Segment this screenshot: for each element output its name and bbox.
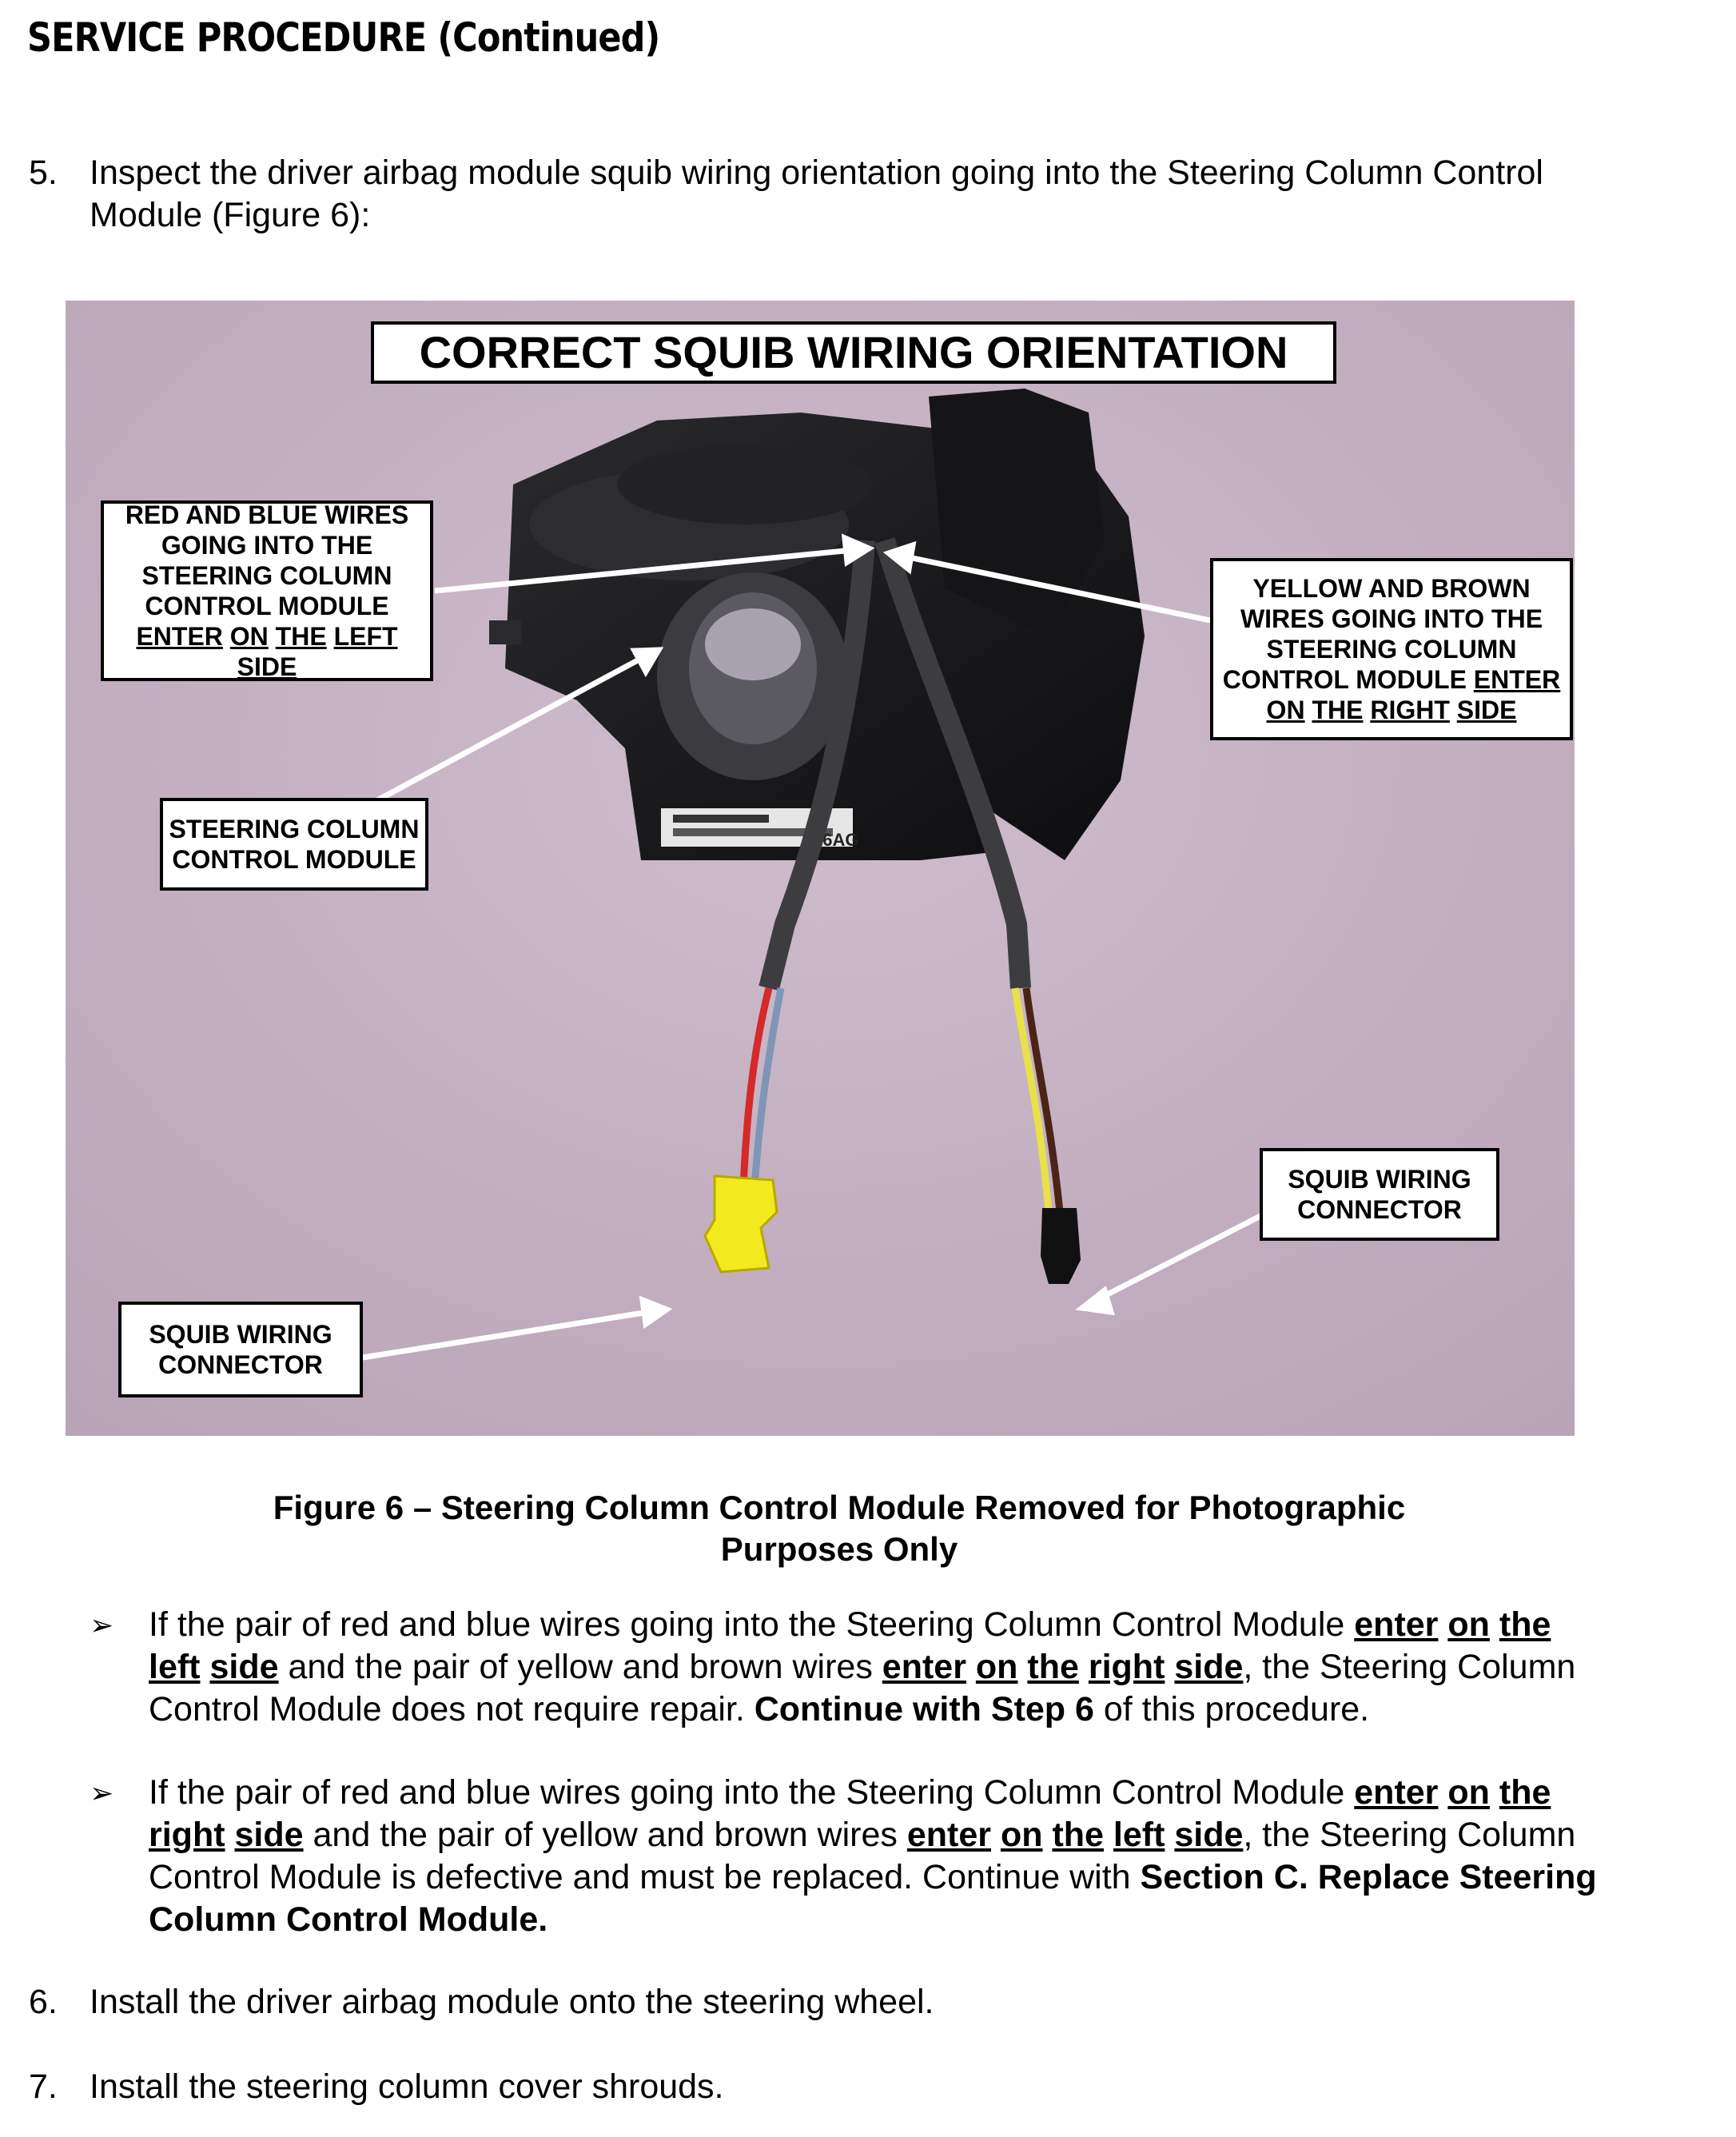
step-number: 6. [29, 1983, 58, 2021]
callout-text: SQUIB WIRING [1288, 1165, 1471, 1194]
bullet-text: , the Steering Column [1243, 1648, 1576, 1686]
emphasis: left [1113, 1816, 1165, 1854]
callout-text: CONTROL MODULE [1222, 665, 1467, 694]
step-text: Install the driver airbag module onto the steering wheel. [90, 1983, 934, 2021]
callout-text: CONNECTOR [158, 1350, 323, 1379]
callout-underlined: LEFT [333, 622, 398, 651]
callout-connector-left [118, 1302, 363, 1397]
bold-text: Continue with Step 6 [754, 1690, 1094, 1728]
bold-text: Column Control Module. [149, 1900, 548, 1939]
bullet-replace-module [90, 1772, 1704, 1948]
callout-text: STEERING COLUMN [1266, 635, 1517, 664]
step-text-line2: Module (Figure 6): [90, 196, 371, 234]
bullet-text: and the pair of yellow and brown wires [303, 1816, 907, 1854]
callout-text: GOING INTO THE [161, 531, 373, 560]
emphasis: the [1052, 1816, 1104, 1854]
callout-text: RED AND BLUE WIRES [125, 500, 409, 529]
emphasis: enter [882, 1648, 966, 1686]
bullet-body [149, 1772, 1707, 1941]
step-6 [29, 1981, 1707, 2025]
step-text-line1: Inspect the driver airbag module squib wiring orientation going into the Steering Column Control [90, 153, 1543, 192]
callout-text: SQUIB WIRING [149, 1320, 332, 1349]
bullet-text: and the pair of yellow and brown wires [278, 1648, 882, 1686]
callout-underlined: ON [229, 622, 269, 651]
callout-text: CONTROL MODULE [172, 845, 416, 874]
callout-underlined: THE [275, 622, 327, 651]
module-label-text: 16AG [813, 830, 859, 850]
step-7 [29, 2066, 1707, 2110]
callout-yellow-brown-wires [1210, 558, 1573, 740]
emphasis: left [149, 1648, 201, 1686]
bullet-no-repair [90, 1604, 1704, 1740]
callout-underlined: RIGHT [1370, 696, 1450, 724]
emphasis: right [1088, 1648, 1165, 1686]
figure-caption [0, 1487, 1678, 1570]
bullet-text: , the Steering Column [1243, 1816, 1576, 1854]
emphasis: side [1174, 1648, 1244, 1686]
callout-steering-column-module [160, 798, 428, 891]
emphasis: on [1000, 1816, 1043, 1854]
emphasis: the [1499, 1773, 1551, 1812]
bullet-body [149, 1604, 1707, 1731]
step-5 [29, 152, 1707, 240]
page-header: SERVICE PROCEDURE (Continued) [27, 14, 660, 61]
callout-text: WIRES GOING INTO THE [1240, 604, 1543, 633]
emphasis: side [209, 1648, 279, 1686]
emphasis: on [975, 1648, 1018, 1686]
emphasis: the [1027, 1648, 1079, 1686]
caption-line1: Figure 6 – Steering Column Control Module Removed for Photographic [273, 1489, 1406, 1526]
bullet-arrow-icon: ➢ [90, 1609, 114, 1641]
figure-title [371, 321, 1336, 384]
emphasis: right [149, 1816, 225, 1854]
step-text: Install the steering column cover shrouds. [90, 2067, 724, 2106]
emphasis: enter [1354, 1605, 1439, 1644]
bullet-text: If the pair of red and blue wires going into the Steering Column Control Module [149, 1605, 1355, 1644]
callout-underlined: ENTER [1473, 665, 1561, 694]
step-number: 7. [29, 2067, 58, 2106]
callout-underlined: THE [1312, 696, 1364, 724]
callout-text: CONTROL MODULE [145, 592, 389, 620]
figure-title-text: CORRECT SQUIB WIRING ORIENTATION [419, 327, 1288, 377]
step-number: 5. [29, 153, 58, 192]
bullet-text: of this procedure. [1093, 1690, 1370, 1728]
bullet-arrow-icon: ➢ [90, 1776, 114, 1809]
bullet-text: Control Module does not require repair. [149, 1690, 755, 1728]
bullet-text: Control Module is defective and must be replaced. Continue with [149, 1858, 1141, 1896]
callout-text: CONNECTOR [1297, 1195, 1462, 1224]
yellow-connector [705, 1176, 777, 1272]
caption-line2: Purposes Only [720, 1530, 958, 1568]
callout-text: STEERING COLUMN [141, 561, 392, 590]
figure-6-photo [66, 301, 1575, 1436]
callout-text: STEERING COLUMN [169, 815, 420, 843]
emphasis: on [1447, 1605, 1490, 1644]
callout-red-blue-wires [101, 500, 433, 681]
callout-connector-right [1260, 1148, 1499, 1241]
emphasis: enter [906, 1816, 991, 1854]
callout-underlined: ENTER [136, 622, 223, 651]
emphasis: the [1499, 1605, 1551, 1644]
emphasis: side [234, 1816, 304, 1854]
emphasis: on [1447, 1773, 1490, 1812]
bold-text: Section C. Replace Steering [1140, 1858, 1597, 1896]
callout-underlined: SIDE [1456, 696, 1517, 724]
callout-text: YELLOW AND BROWN [1252, 574, 1531, 603]
callout-underlined: SIDE [237, 652, 297, 681]
emphasis: side [1174, 1816, 1244, 1854]
emphasis: enter [1354, 1773, 1439, 1812]
callout-underlined: ON [1266, 696, 1305, 724]
bullet-text: If the pair of red and blue wires going into the Steering Column Control Module [149, 1773, 1355, 1812]
